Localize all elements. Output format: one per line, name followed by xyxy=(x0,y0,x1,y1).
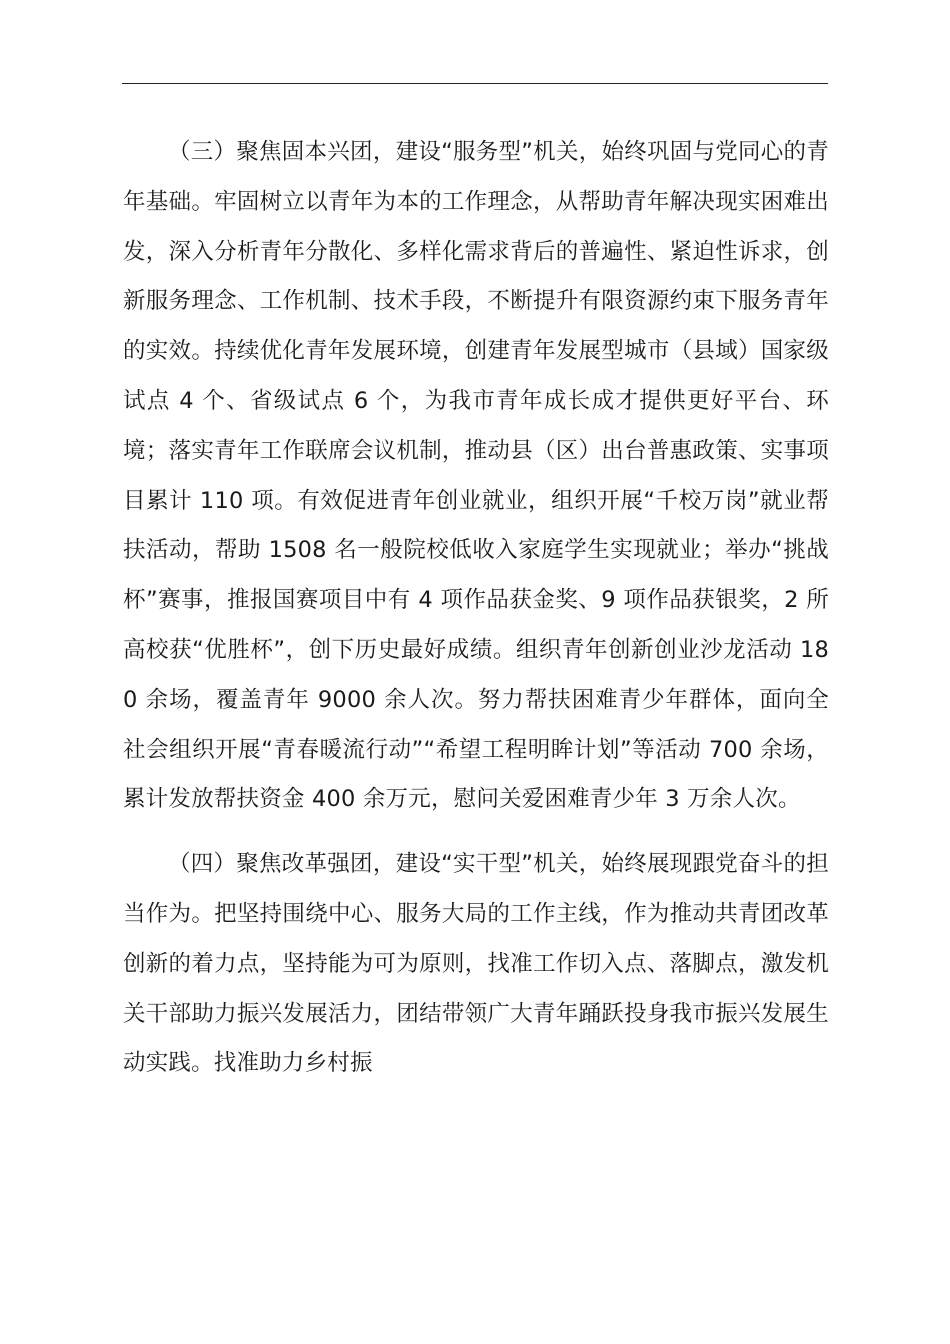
header-divider xyxy=(122,83,828,84)
paragraph-section-three xyxy=(123,128,829,825)
paragraph-section-four xyxy=(123,840,829,1089)
paragraph-lead: （三）聚焦固本兴团，建设“服务型”机关， xyxy=(168,139,602,165)
paragraph-text: 始终巩固与党同心的青年基础。牢固树立以青年为本的工作理念，从帮助青年解决现实困难出发，深入分析青年分散化、多样化需求背后的普遍性、紧迫性诉求，创新服务理念、工作机制、技术手段，不断提升有限资源约束下服务青年的实效。持续优化青年发展环境，创建青年发展型城市（县域）国家级试点 4 个、省级试点 6 个，为我市青年成长成才提供更好平台、环境；落实青年工作联席会议机制，推动县（区）出台普惠政策、实事项目累计 110 项。有效促进青年创业就业，组织开展“千校万岗”就业帮扶活动，帮助 1508 名一般院校低收入家庭学生实现就业；举办“挑战杯”赛事，推报国赛项目中有 4 项作品获金奖、9 项作品获银奖，2 所高校获“优胜杯”，创下历史最好成绩。组织青年创新创业沙龙活动 180 余场，覆盖青年 9000 余人次。努力帮扶困难青少年群体，面向全社会组织开展“青春暖流行动”“希望工程明眸计划”等活动 700 余场，累计发放帮扶资金 400 余万元，慰问关爱困难青少年 3 万余人次。 xyxy=(123,139,829,813)
paragraph-text: 始终展现跟党奋斗的担当作为。把坚持围绕中心、服务大局的工作主线，作为推动共青团改革创新的着力点，坚持能为可为原则，找准工作切入点、落脚点，激发机关干部助力振兴发展活力，团结带领广大青年踊跃投身我市振兴发展生动实践。找准助力乡村振 xyxy=(123,851,829,1077)
paragraph-lead: （四）聚焦改革强团，建设“实干型”机关， xyxy=(168,851,602,878)
document-body xyxy=(123,128,829,1089)
